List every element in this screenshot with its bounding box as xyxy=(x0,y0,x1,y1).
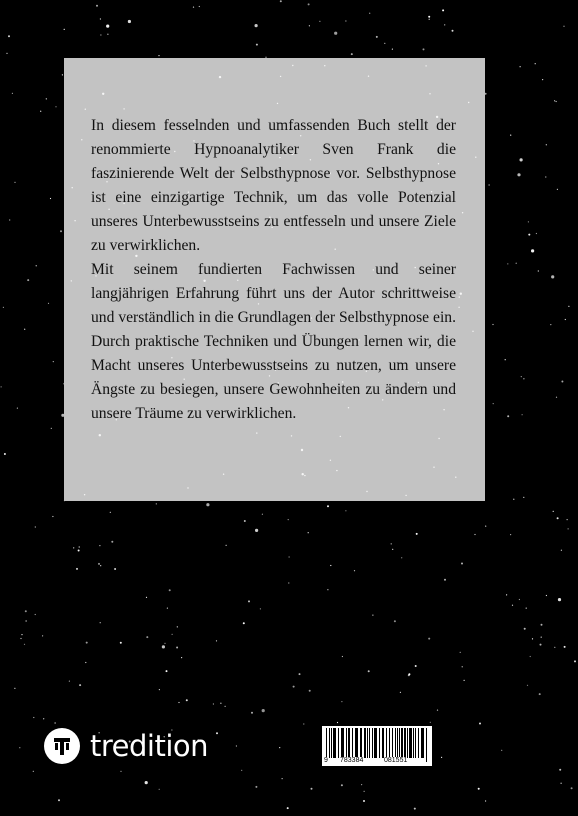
tredition-logo-icon xyxy=(44,728,80,764)
blurb-paragraph-1: In diesem fesselnden und umfassenden Buch stellt der renommierte Hypnoanalytiker Sven Frank die faszinierende Welt der Selbsthypnose vor. Selbsthypnose ist eine einzigartige Technik, um das volle Potenzial unseres Unterbewusstseins zu entfesseln und unsere Ziele zu verwirklichen. xyxy=(91,117,456,254)
publisher-logo xyxy=(44,727,208,765)
barcode-digits-left: 783384 xyxy=(340,757,364,764)
blurb-text xyxy=(91,114,456,426)
isbn-barcode xyxy=(322,726,432,766)
barcode-digits-right: 081551 xyxy=(384,757,408,764)
barcode-digit-prefix: 9 xyxy=(324,757,328,764)
blurb-paragraph-2: Mit seinem fundierten Fachwissen und seiner langjährigen Erfahrung führt uns der Autor schrittweise und verständlich in die Grundlagen der Selbsthypnose ein. Durch praktische Techniken und Übungen lernen wir, die Macht unseres Unterbewusstseins zu nutzen, um unsere Ängste zu besiegen, unsere Gewohnheiten zu ändern und unsere Träume zu verwirklichen. xyxy=(91,261,456,422)
blurb-box xyxy=(64,58,485,501)
publisher-name: tredition xyxy=(90,729,209,763)
